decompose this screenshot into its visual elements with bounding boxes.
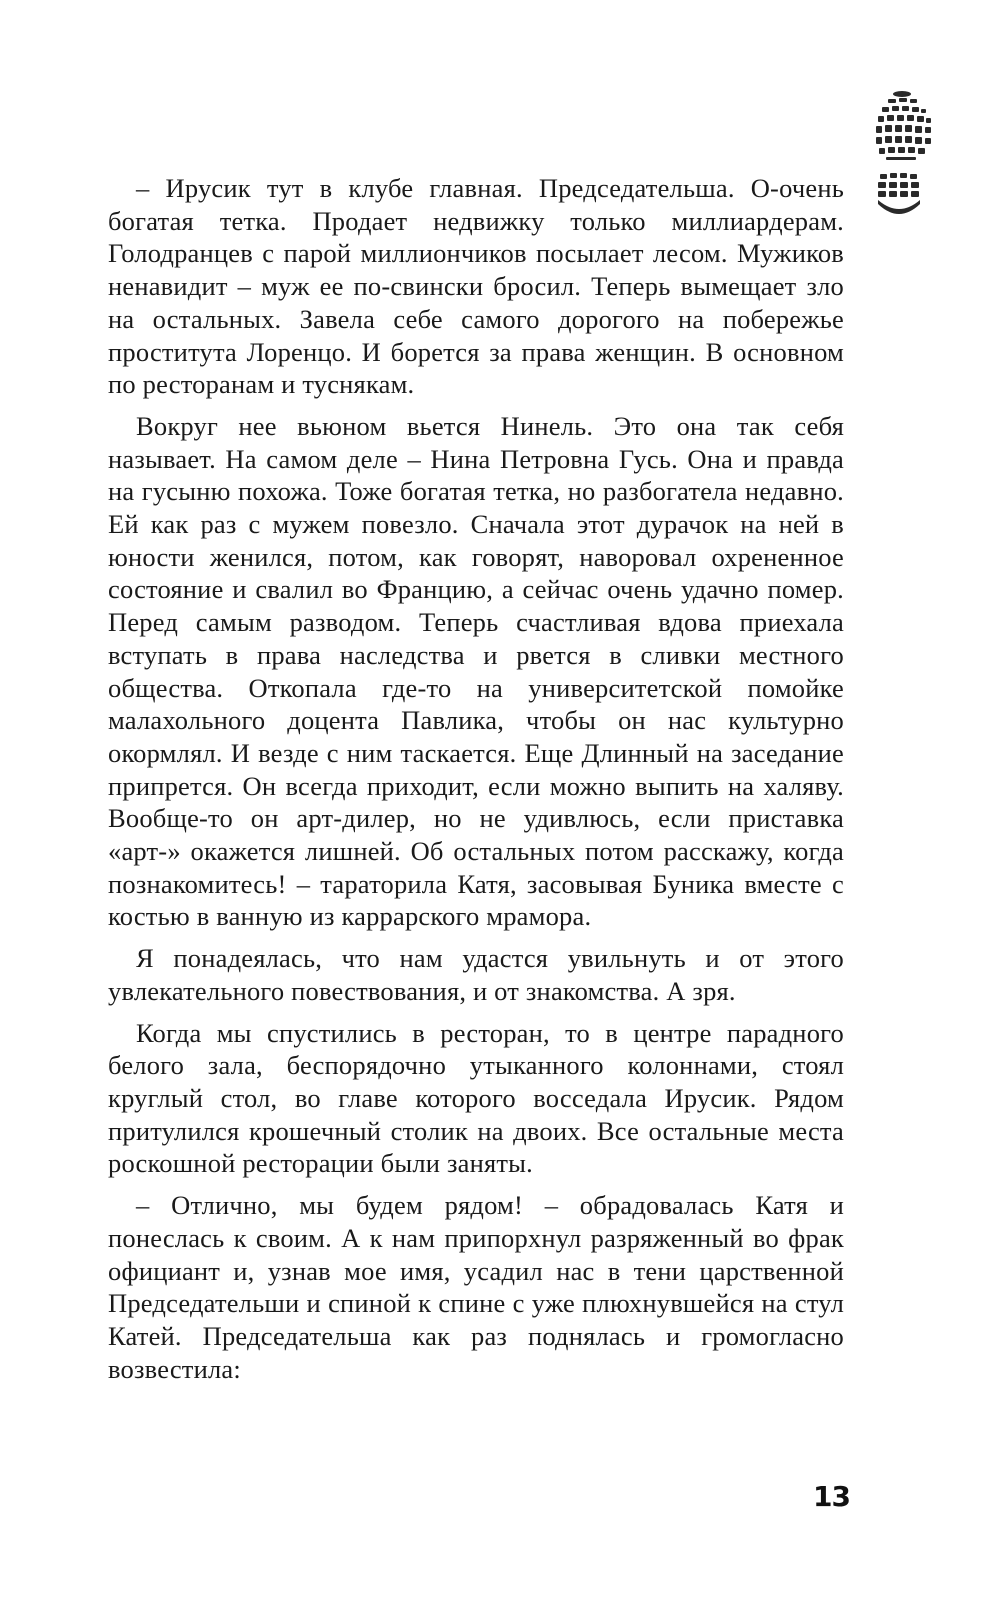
shoe-print-icon xyxy=(866,86,936,226)
paragraph: Вокруг нее вьюном вьется Нинель. Это она так себя называет. На самом деле – Нина Петровна Гусь. Она и правда на гусыню похожа. Тоже богатая тетка, но разбогатела недавно. Ей как раз с мужем повезло. Сначала этот дурачок на ней в юности женился, потом, как говорят, наворовал охрененное состояние и свалил во Францию, а сейчас очень удачно помер. Перед самым разводом. Теперь счастливая вдова приехала вступать в права наследства и рвется в сливки местного общества. Откопала где-то на университетской помойке малахольного доцента Павлика, чтобы он нас культурно окормлял. И везде с ним таскается. Еще Длинный на заседание припрется. Он всегда приходит, если можно выпить на халяву. Вообще-то он арт-дилер, но не удивлюсь, если приставка «арт-» окажется лишней. Об остальных потом расскажу, когда познакомитесь! – тараторила Катя, засовывая Буника вместе с костью в ванную из каррарского мрамора. xyxy=(108,410,844,932)
paragraph: – Отлично, мы будем рядом! – обрадовалась Катя и понеслась к своим. А к нам припорхнул разряженный во фрак официант и, узнав мое имя, усадил нас в тени царственной Председательши и спиной к спине с уже плюхнувшейся на стул Катей. Председательша как раз поднялась и громогласно возвестила: xyxy=(108,1190,844,1384)
page-number: 13 xyxy=(813,1480,850,1513)
paragraph: Я понадеялась, что нам удастся увильнуть и от этого увлекательного повествования, и от знакомства. А зря. xyxy=(108,943,844,1006)
body-text xyxy=(108,172,844,1394)
paragraph: – Ирусик тут в клубе главная. Председательша. О-очень богатая тетка. Продает недвижку только миллиардерам. Голодранцев с парой миллиончиков посылает лесом. Мужиков ненавидит – муж ее по-свински бросил. Теперь вымещает зло на остальных. Завела себе самого дорогого на побережье проститута Лоренцо. И борется за права женщин. В основном по ресторанам и туснякам. xyxy=(108,173,844,400)
paragraph: Когда мы спустились в ресторан, то в центре парадного белого зала, беспорядочно утыканного колоннами, стоял круглый стол, во главе которого восседала Ирусик. Рядом притулился крошечный столик на двоих. Все остальные места роскошной ресторации были заняты. xyxy=(108,1017,844,1179)
